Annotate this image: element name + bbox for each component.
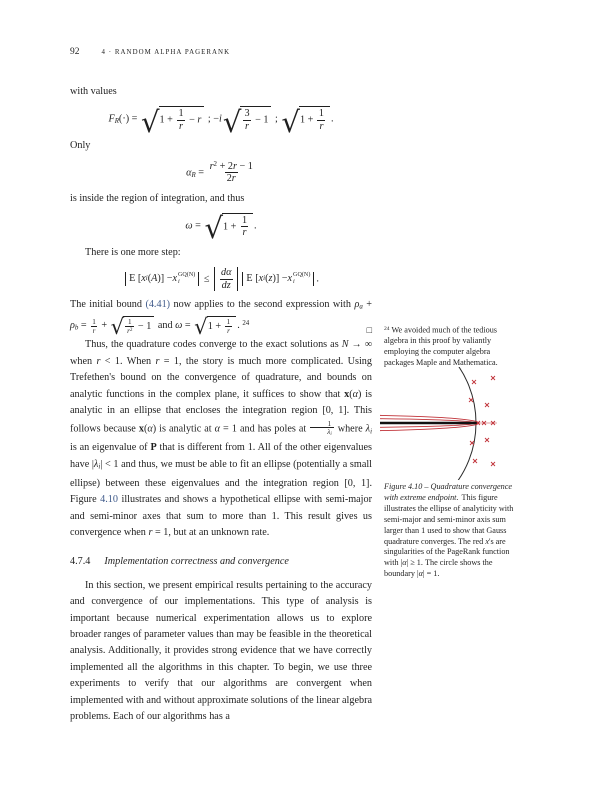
main-text-column [70, 84, 372, 726]
figure-4-10-plot [380, 367, 570, 480]
superscript-subscript: GQ(N) i [293, 272, 311, 286]
fraction: $\frac{1}{\lambda i}$ [310, 420, 333, 439]
paragraph-thus-quadrature: Thus, the quadrature codes converge to the exact solutions as N → ∞ when r < 1. When r = 1, the story is much more complicated. Using Trefethen's bound on the convergence of quadrature, and bounds on analytic functions in the complex plane, it suffices to show that x(α) is analytic in an ellipse that encloses the integration region [0, 1]. This follows because x(α) is analytic at α = 1 and has poles at $\frac{1}{\lambda i}$ where λi is an eigenvalue of P that is different from 1. All of the other eigenvalues have |λi| < 1 and thus, we must be able to fit an ellipse (potentially a small ellipse) between these eigenvalues and the integration region [0, 1]. Figure 4.10 illustrates and shows a hypothetical ellipse with semi-major and semi-minor axes that sum to more than 1. This result gives us convergence when r = 1, but at an unknown rate. [70, 339, 372, 539]
formula-omega: ω = √ 1 + $\frac{1}{r}$ . [185, 211, 257, 246]
formula-FR: FR(·) = √ 1 + $\frac{1}{r}$ − r ; −i √ $\frac{3}{r}$ − 1 ; √ 1 + $\frac{1}{r}$ . [108, 104, 334, 139]
fraction: $\frac{3}{r}$ [244, 108, 250, 132]
superscript-subscript: GQ(N) i [177, 272, 196, 286]
paragraph-in-this-section: In this section, we present empirical results pertaining to the accuracy and convergence of our implementations. This type of analysis is important because numerical experimentation allows us to explore broader ranges of parameter values than may be feasible in the theoretical analysis. Additionally, it provides strong evidence that we have correctly implemented all the algorithms in this chapter. To begin, we use three experiments to verify that our algorithms are convergent when implemented with and without approximate solutions of the linear algebra problems. Each of our algorithms has a [70, 579, 372, 723]
paragraph-one-more-step: There is one more step: [85, 246, 181, 258]
figure-caption-label: Figure 4.10 – Quadrature convergence with extreme endpoint. [384, 482, 513, 502]
running-head: 4 · RANDOM ALPHA PAGERANK [101, 49, 231, 56]
cross-reference-link[interactable]: 4.10 [100, 494, 118, 506]
paragraph-initial-bound [70, 297, 372, 341]
absolute-value-group [214, 267, 238, 291]
radical: √ 1 + $\frac{1}{r}$ [204, 213, 253, 239]
fraction: $\frac{1}{r}$ [318, 108, 324, 132]
radical: √ 1 + $\frac{1}{r}$ − r [141, 106, 204, 132]
section-number: 4.7.4 [70, 556, 91, 568]
absolute-value-group: E [ x i ( A )] − x GQ(N) i [125, 272, 199, 286]
radical: √ 1 + $\frac{1}{r}$ [194, 316, 236, 335]
figure-caption-text: This figure illustrates the ellipse of analyticity with semi-major and semi-minor axis sum larger than 1 used to show that Gauss quadrature converges. The red x's are singularities of the PageRank function with |α| ≥ 1. The circle shows the boundary |α| = 1. [384, 492, 514, 579]
paragraph-with-values: with values [70, 86, 117, 97]
sidenote-text: We avoided much of the tedious algebra in this proof by valiantly employing the computer algebra packages Maple and Mathematica. [384, 325, 498, 368]
fraction: $\frac{1}{r}$ [226, 318, 231, 336]
radical: √ 1 + $\frac{1}{r}$ [281, 106, 330, 132]
page-number: 92 [70, 47, 80, 57]
fraction: $\frac{d\alpha}{dz}$ [220, 267, 232, 291]
fraction: $\frac{r^2 + 2r - 1}{2r}$ [209, 160, 253, 185]
radical: √ $\frac{3}{r}$ − 1 [223, 106, 272, 132]
fraction: $\frac{1}{r}$ [92, 317, 96, 335]
fraction: $\frac{1}{r^2}$ [127, 318, 133, 336]
absolute-value-group: E [ x i ( z )] − x GQ(N) i [242, 272, 314, 286]
sidenote-marker: 24 [384, 326, 390, 332]
paragraph-only: Only [70, 140, 91, 152]
section-heading [70, 554, 372, 570]
fraction: $\frac{1}{r}$ [178, 108, 184, 132]
page-header [70, 41, 230, 59]
formula-alphaR: αR = $\frac{r^2 + 2r - 1}{2r}$ [186, 160, 253, 185]
initial-bound-text: The initial bound (4.41) now applies to the second expression with ρa + ρb = $\frac{1}{r}$ + √ $\frac{1}{r^2}$ − 1 and ω = √ 1 + $\frac{1}{r}$ . $^{24}$ [70, 299, 372, 341]
paragraph-inside-region: is inside the region of integration, and thus [70, 192, 245, 204]
formula-error-bound: E [ x i ( A )] − x GQ(N) i ≤ $\frac{d\alpha}{dz}$ E [ x i ( z )] − x GQ(N) i . [70, 267, 372, 291]
qed-box: □ [366, 325, 372, 336]
cross-reference-link[interactable]: (4.41) [145, 299, 171, 311]
section-title: Implementation correctness and convergence [104, 556, 289, 568]
fraction: $\frac{1}{r}$ [241, 215, 248, 239]
sidenote-24 [384, 324, 516, 369]
figure-caption [384, 482, 522, 580]
radical: √ $\frac{1}{r^2}$ − 1 [111, 316, 155, 335]
